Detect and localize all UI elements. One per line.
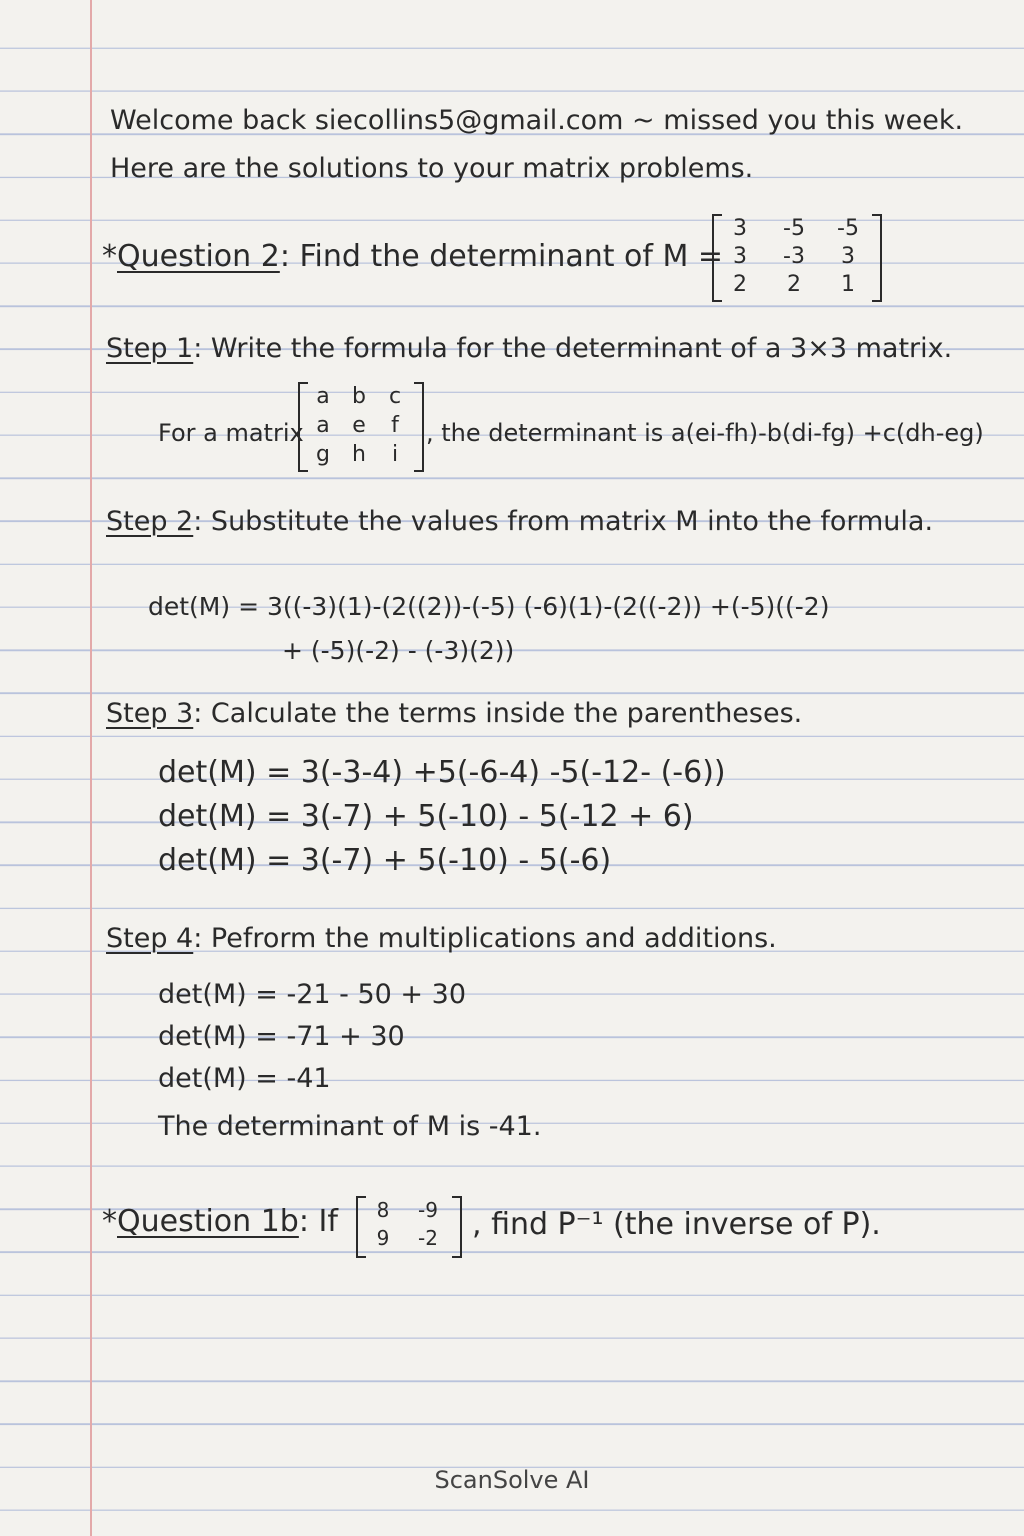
matrix-cell: 3 [733,216,747,241]
for-a-matrix-text: For a matrix [158,419,304,447]
bracket-left [356,1196,366,1258]
step-1 [106,332,952,366]
step-3-equation: det(M) = 3(-7) + 5(-10) - 5(-12 + 6) [158,799,694,834]
brand-footer: ScanSolve AI [434,1466,590,1494]
question-2-heading: *Question 2: Find the determinant of M = [102,239,724,274]
matrix-cell: g [316,442,330,467]
matrix-cell: -5 [837,216,859,241]
bracket-left [298,382,308,472]
step-2-label: Step 2 [106,506,194,537]
matrix-cell: 1 [841,272,855,297]
question-2-prompt: Find the determinant of M = [299,239,724,274]
step-1-text: : Write the formula for the determinant of a 3×3 matrix. [193,333,953,364]
matrix-cell: -3 [783,244,805,269]
step-4-equation: det(M) = -21 - 50 + 30 [158,979,466,1010]
question-1b-prompt: , find P⁻¹ (the inverse of P). [472,1207,881,1242]
step-3-label: Step 3 [106,698,194,729]
step-4-text: : Pefrorm the multiplications and additions. [193,923,777,954]
step-1-label: Step 1 [106,333,194,364]
final-answer: The determinant of M is -41. [158,1111,542,1142]
matrix-cell: 3 [841,244,855,269]
matrix-cell: h [352,442,366,467]
step-3-text: : Calculate the terms inside the parentheses. [193,698,803,729]
bracket-left [712,214,722,302]
question-1b-if: If [318,1204,338,1239]
matrix-cell: 3 [733,244,747,269]
matrix-cell: c [388,384,402,409]
step-3 [106,697,802,731]
matrix-cell: e [352,413,366,438]
matrix-cell: f [391,413,399,438]
bracket-right [452,1196,462,1258]
welcome-line: Welcome back siecollins5@gmail.com ~ missed you this week. [110,105,964,136]
step-4-label: Step 4 [106,923,194,954]
bracket-right [872,214,882,302]
step-2-equation-line-2: + (-5)(-2) - (-3)(2)) [282,636,515,665]
matrix-cell: 2 [787,272,801,297]
star-marker: * [102,1204,117,1239]
step-4 [106,922,777,956]
bracket-right [414,382,424,472]
matrix-cell: 8 [376,1198,390,1222]
matrix-cell: i [391,442,399,467]
step-2 [106,505,933,539]
question-2-label: Question 2 [117,239,280,274]
step-4-equation: det(M) = -41 [158,1063,331,1094]
step-3-equation: det(M) = 3(-7) + 5(-10) - 5(-6) [158,843,612,878]
step-2-equation-line-1: det(M) = 3((-3)(1)-(2((2))-(-5) (-6)(1)-(2((-2)) +(-5)((-2) [148,592,830,621]
margin-line [90,0,92,1536]
star-marker: * [102,239,117,274]
question-1b-label: Question 1b [117,1204,299,1239]
step-4-equation: det(M) = -71 + 30 [158,1021,405,1052]
matrix-cell: 9 [376,1226,390,1250]
matrix-cell: -2 [418,1226,438,1250]
matrix-cell: -5 [783,216,805,241]
matrix-cell: -9 [418,1198,438,1222]
question-1b-heading: *Question 1b: If [102,1204,338,1239]
determinant-formula: , the determinant is a(ei-fh)-b(di-fg) +c(dh-eg) [426,419,984,447]
step-2-text: : Substitute the values from matrix M into the formula. [193,506,934,537]
intro-line: Here are the solutions to your matrix problems. [110,153,754,184]
matrix-cell: a [316,413,330,438]
matrix-cell: b [352,384,366,409]
matrix-cell: a [316,384,330,409]
matrix-cell: 2 [733,272,747,297]
step-3-equation: det(M) = 3(-3-4) +5(-6-4) -5(-12- (-6)) [158,755,726,790]
